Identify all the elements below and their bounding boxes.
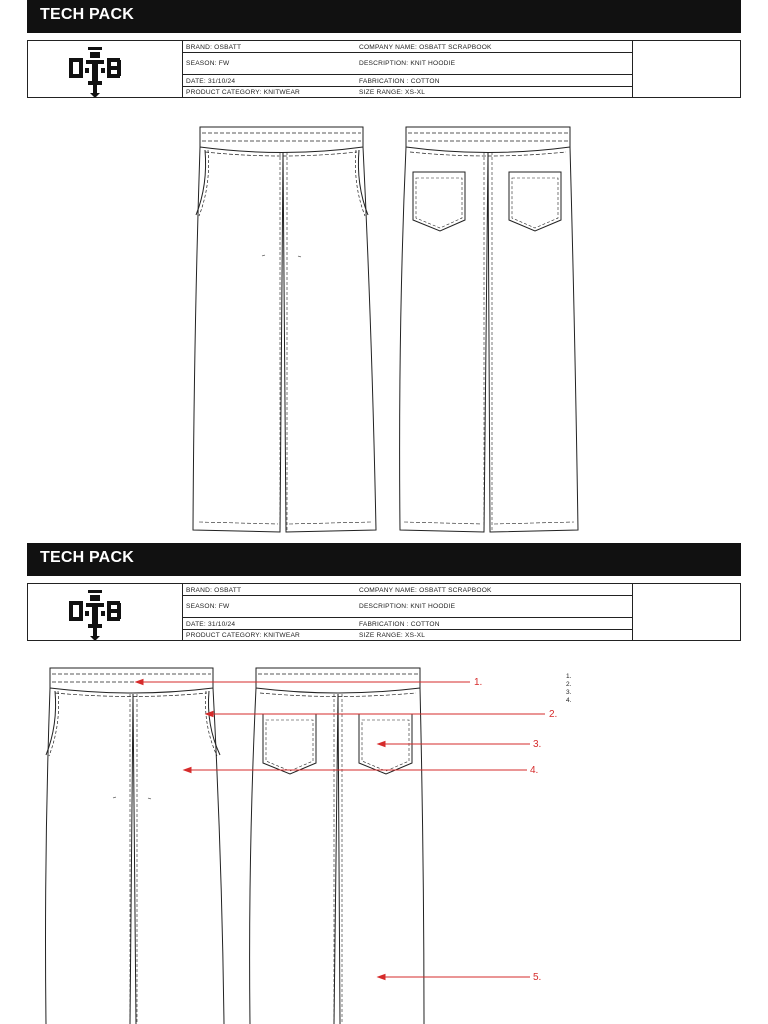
- season-field: SEASON: FW: [186, 60, 230, 67]
- callout-label-5: 5.: [533, 972, 542, 983]
- callout-arrow-2: [206, 712, 545, 717]
- legend-item: 3.: [566, 689, 572, 696]
- callout-label-2: 2.: [549, 709, 558, 720]
- callout-label-3: 3.: [533, 739, 542, 750]
- pant-front-flat-annotated: [46, 668, 225, 1024]
- legend-item: 1.: [566, 673, 572, 680]
- description-field: DESCRIPTION: KNIT HOODIE: [359, 60, 456, 67]
- fabrication-field: FABRICATION : COTTON: [359, 78, 440, 85]
- brand-field: BRAND: OSBATT: [186, 587, 242, 594]
- category-field: PRODUCT CATEGORY: KNITWEAR: [186, 89, 301, 96]
- size-range-field: SIZE RANGE: XS-XL: [359, 632, 426, 639]
- tech-pack-title-1: TECH PACK: [40, 6, 134, 23]
- callout-arrow-5: [378, 975, 530, 980]
- fabrication-field: FABRICATION : COTTON: [359, 621, 440, 628]
- callout-arrow-4: [184, 768, 527, 773]
- description-field: DESCRIPTION: KNIT HOODIE: [359, 603, 456, 610]
- company-field: COMPANY NAME: OSBATT SCRAPBOOK: [359, 44, 492, 51]
- legend-item: 2.: [566, 681, 572, 688]
- pant-back-flat-annotated: [250, 668, 424, 1024]
- callout-label-1: 1.: [474, 677, 483, 688]
- company-field: COMPANY NAME: OSBATT SCRAPBOOK: [359, 587, 492, 594]
- callout-arrow-3: [378, 742, 530, 747]
- category-field: PRODUCT CATEGORY: KNITWEAR: [186, 632, 301, 639]
- tech-pack-title-2: TECH PACK: [40, 549, 134, 566]
- season-field: SEASON: FW: [186, 603, 230, 610]
- legend-item: 4.: [566, 697, 572, 704]
- date-field: DATE: 31/10/24: [186, 621, 236, 628]
- size-range-field: SIZE RANGE: XS-XL: [359, 89, 426, 96]
- brand-field: BRAND: OSBATT: [186, 44, 242, 51]
- date-field: DATE: 31/10/24: [186, 78, 236, 85]
- callout-label-4: 4.: [530, 765, 539, 776]
